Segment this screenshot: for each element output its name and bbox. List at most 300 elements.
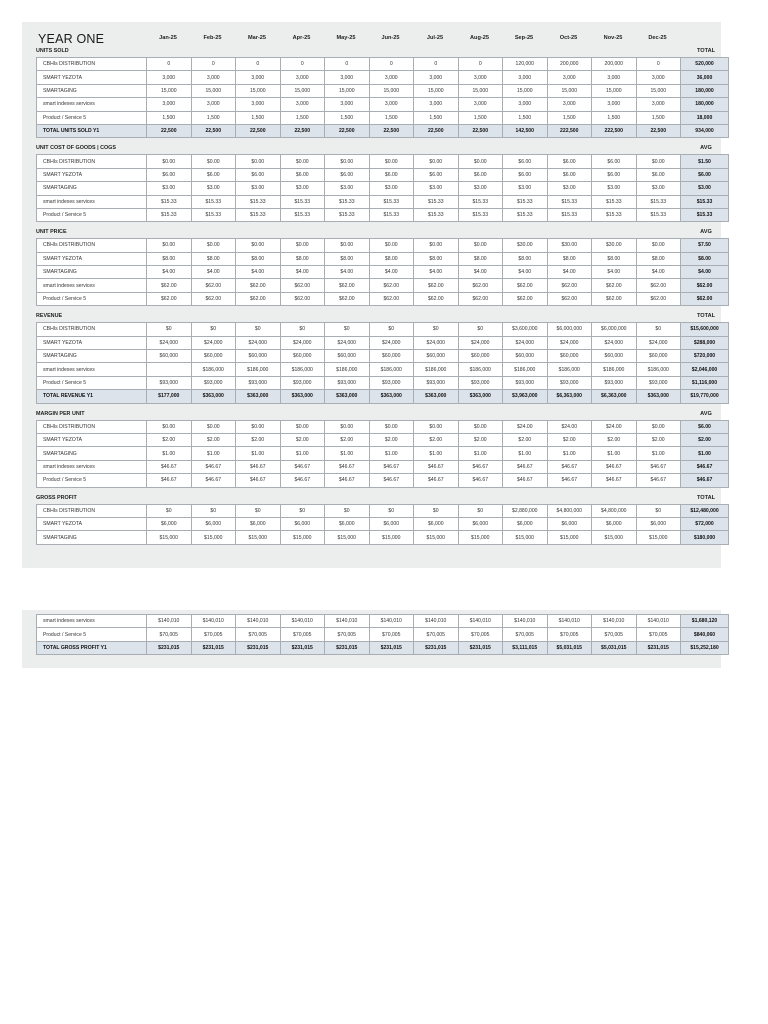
- value-cell[interactable]: 3,000: [147, 71, 192, 84]
- value-cell[interactable]: $3.00: [503, 182, 548, 195]
- value-cell[interactable]: $93,000: [236, 376, 281, 389]
- value-cell[interactable]: $1.00: [325, 447, 370, 460]
- value-cell[interactable]: $140,010: [636, 615, 681, 628]
- row-label[interactable]: SMART YEZOTA: [37, 433, 147, 446]
- value-cell[interactable]: $2.00: [369, 433, 414, 446]
- value-cell[interactable]: $93,000: [503, 376, 548, 389]
- value-cell[interactable]: 15,000: [369, 84, 414, 97]
- value-cell[interactable]: 0: [369, 58, 414, 71]
- value-cell[interactable]: $4.00: [547, 266, 592, 279]
- row-label[interactable]: smart indexes services: [37, 363, 147, 376]
- summary-cell[interactable]: $2.00: [681, 433, 729, 446]
- value-cell[interactable]: 15,000: [236, 84, 281, 97]
- value-cell[interactable]: $8.00: [458, 252, 503, 265]
- summary-cell[interactable]: $72,000: [681, 517, 729, 530]
- value-cell[interactable]: $0: [414, 504, 459, 517]
- value-cell[interactable]: $363,000: [636, 390, 681, 403]
- value-cell[interactable]: $231,015: [191, 641, 236, 654]
- summary-cell[interactable]: $15,600,000: [681, 323, 729, 336]
- summary-cell[interactable]: $15.33: [681, 208, 729, 221]
- value-cell[interactable]: 0: [414, 58, 459, 71]
- value-cell[interactable]: $15.33: [636, 195, 681, 208]
- value-cell[interactable]: 3,000: [414, 71, 459, 84]
- summary-cell[interactable]: $6.00: [681, 168, 729, 181]
- value-cell[interactable]: $93,000: [458, 376, 503, 389]
- summary-cell[interactable]: 520,000: [681, 58, 729, 71]
- summary-cell[interactable]: 180,000: [681, 98, 729, 111]
- value-cell[interactable]: $46.67: [280, 474, 325, 487]
- value-cell[interactable]: $93,000: [191, 376, 236, 389]
- value-cell[interactable]: $186,000: [414, 363, 459, 376]
- value-cell[interactable]: $6.00: [325, 168, 370, 181]
- value-cell[interactable]: $60,000: [236, 350, 281, 363]
- value-cell[interactable]: $70,005: [547, 628, 592, 641]
- row-label[interactable]: TOTAL UNITS SOLD Y1: [37, 124, 147, 137]
- value-cell[interactable]: $93,000: [547, 376, 592, 389]
- value-cell[interactable]: $62.00: [458, 292, 503, 305]
- value-cell[interactable]: $60,000: [458, 350, 503, 363]
- value-cell[interactable]: 3,000: [592, 71, 637, 84]
- summary-cell[interactable]: $46.67: [681, 460, 729, 473]
- value-cell[interactable]: $70,005: [592, 628, 637, 641]
- value-cell[interactable]: $140,010: [325, 615, 370, 628]
- value-cell[interactable]: $60,000: [325, 350, 370, 363]
- summary-cell[interactable]: $19,770,000: [681, 390, 729, 403]
- value-cell[interactable]: 15,000: [280, 84, 325, 97]
- value-cell[interactable]: $4.00: [636, 266, 681, 279]
- value-cell[interactable]: $231,015: [636, 641, 681, 654]
- summary-cell[interactable]: $15,252,180: [681, 641, 729, 654]
- value-cell[interactable]: $15.33: [636, 208, 681, 221]
- value-cell[interactable]: $363,000: [458, 390, 503, 403]
- summary-cell[interactable]: $15.33: [681, 195, 729, 208]
- value-cell[interactable]: $0.00: [325, 420, 370, 433]
- value-cell[interactable]: $5,031,015: [547, 641, 592, 654]
- value-cell[interactable]: 200,000: [547, 58, 592, 71]
- value-cell[interactable]: $6.00: [503, 155, 548, 168]
- value-cell[interactable]: $0.00: [280, 155, 325, 168]
- row-label[interactable]: CBHIs DISTRIBUTION: [37, 155, 147, 168]
- value-cell[interactable]: 22,500: [636, 124, 681, 137]
- value-cell[interactable]: 22,500: [191, 124, 236, 137]
- value-cell[interactable]: 3,000: [458, 71, 503, 84]
- value-cell[interactable]: $3.00: [236, 182, 281, 195]
- value-cell[interactable]: 1,500: [636, 111, 681, 124]
- value-cell[interactable]: $186,000: [636, 363, 681, 376]
- value-cell[interactable]: $70,005: [147, 628, 192, 641]
- value-cell[interactable]: $15.33: [191, 208, 236, 221]
- value-cell[interactable]: $24,000: [369, 336, 414, 349]
- row-label[interactable]: CBHIs DISTRIBUTION: [37, 58, 147, 71]
- value-cell[interactable]: $0: [414, 323, 459, 336]
- value-cell[interactable]: $62.00: [592, 279, 637, 292]
- row-label[interactable]: SMARTAGING: [37, 182, 147, 195]
- value-cell[interactable]: $0: [458, 504, 503, 517]
- value-cell[interactable]: $46.67: [147, 460, 192, 473]
- value-cell[interactable]: $140,010: [236, 615, 281, 628]
- value-cell[interactable]: $62.00: [147, 292, 192, 305]
- summary-cell[interactable]: $288,000: [681, 336, 729, 349]
- row-label[interactable]: SMART YEZOTA: [37, 168, 147, 181]
- value-cell[interactable]: $4.00: [592, 266, 637, 279]
- value-cell[interactable]: $2.00: [547, 433, 592, 446]
- value-cell[interactable]: 3,000: [147, 98, 192, 111]
- value-cell[interactable]: $0.00: [325, 239, 370, 252]
- value-cell[interactable]: 1,500: [592, 111, 637, 124]
- value-cell[interactable]: $8.00: [369, 252, 414, 265]
- value-cell[interactable]: $15,000: [369, 531, 414, 544]
- value-cell[interactable]: 15,000: [414, 84, 459, 97]
- value-cell[interactable]: $6.00: [414, 168, 459, 181]
- value-cell[interactable]: $30.00: [503, 239, 548, 252]
- summary-cell[interactable]: $62.00: [681, 292, 729, 305]
- value-cell[interactable]: 3,000: [503, 98, 548, 111]
- value-cell[interactable]: $62.00: [592, 292, 637, 305]
- value-cell[interactable]: $186,000: [280, 363, 325, 376]
- value-cell[interactable]: 1,500: [325, 111, 370, 124]
- value-cell[interactable]: $15,000: [236, 531, 281, 544]
- value-cell[interactable]: $46.67: [636, 474, 681, 487]
- value-cell[interactable]: 222,500: [547, 124, 592, 137]
- value-cell[interactable]: $4.00: [325, 266, 370, 279]
- value-cell[interactable]: $6,000,000: [592, 323, 637, 336]
- value-cell[interactable]: $5,031,015: [592, 641, 637, 654]
- value-cell[interactable]: 142,500: [503, 124, 548, 137]
- value-cell[interactable]: $4.00: [414, 266, 459, 279]
- value-cell[interactable]: 15,000: [458, 84, 503, 97]
- value-cell[interactable]: $46.67: [547, 474, 592, 487]
- value-cell[interactable]: 15,000: [147, 84, 192, 97]
- value-cell[interactable]: $15.33: [280, 195, 325, 208]
- value-cell[interactable]: $2.00: [592, 433, 637, 446]
- value-cell[interactable]: $363,000: [325, 390, 370, 403]
- value-cell[interactable]: $3.00: [325, 182, 370, 195]
- summary-cell[interactable]: $2,046,000: [681, 363, 729, 376]
- value-cell[interactable]: [147, 363, 192, 376]
- value-cell[interactable]: 0: [147, 58, 192, 71]
- row-label[interactable]: TOTAL GROSS PROFIT Y1: [37, 641, 147, 654]
- value-cell[interactable]: $0.00: [636, 239, 681, 252]
- value-cell[interactable]: 1,500: [191, 111, 236, 124]
- value-cell[interactable]: $8.00: [325, 252, 370, 265]
- summary-cell[interactable]: $840,060: [681, 628, 729, 641]
- summary-cell[interactable]: $3.00: [681, 182, 729, 195]
- value-cell[interactable]: $140,010: [592, 615, 637, 628]
- value-cell[interactable]: $46.67: [503, 474, 548, 487]
- value-cell[interactable]: $30.00: [592, 239, 637, 252]
- value-cell[interactable]: $0.00: [458, 155, 503, 168]
- value-cell[interactable]: $2.00: [191, 433, 236, 446]
- value-cell[interactable]: 0: [280, 58, 325, 71]
- value-cell[interactable]: $186,000: [503, 363, 548, 376]
- value-cell[interactable]: $60,000: [369, 350, 414, 363]
- value-cell[interactable]: 3,000: [636, 98, 681, 111]
- value-cell[interactable]: $15.33: [458, 208, 503, 221]
- value-cell[interactable]: $8.00: [191, 252, 236, 265]
- value-cell[interactable]: $15.33: [325, 195, 370, 208]
- value-cell[interactable]: $0.00: [280, 420, 325, 433]
- value-cell[interactable]: $24,000: [636, 336, 681, 349]
- value-cell[interactable]: $15.33: [191, 195, 236, 208]
- value-cell[interactable]: $46.67: [369, 460, 414, 473]
- value-cell[interactable]: $1.00: [147, 447, 192, 460]
- value-cell[interactable]: $0.00: [236, 239, 281, 252]
- row-label[interactable]: SMARTAGING: [37, 84, 147, 97]
- value-cell[interactable]: $8.00: [147, 252, 192, 265]
- value-cell[interactable]: $3.00: [547, 182, 592, 195]
- value-cell[interactable]: $15,000: [191, 531, 236, 544]
- value-cell[interactable]: $8.00: [503, 252, 548, 265]
- value-cell[interactable]: $60,000: [191, 350, 236, 363]
- summary-cell[interactable]: $12,480,000: [681, 504, 729, 517]
- value-cell[interactable]: $0: [325, 323, 370, 336]
- value-cell[interactable]: 22,500: [280, 124, 325, 137]
- value-cell[interactable]: $46.67: [458, 474, 503, 487]
- value-cell[interactable]: 0: [458, 58, 503, 71]
- value-cell[interactable]: $2.00: [503, 433, 548, 446]
- value-cell[interactable]: $140,010: [503, 615, 548, 628]
- value-cell[interactable]: 3,000: [191, 98, 236, 111]
- value-cell[interactable]: $46.67: [458, 460, 503, 473]
- value-cell[interactable]: 0: [191, 58, 236, 71]
- row-label[interactable]: smart indexes services: [37, 279, 147, 292]
- value-cell[interactable]: $231,015: [236, 641, 281, 654]
- value-cell[interactable]: $6,000: [191, 517, 236, 530]
- value-cell[interactable]: $62.00: [636, 292, 681, 305]
- value-cell[interactable]: $6.00: [191, 168, 236, 181]
- value-cell[interactable]: 0: [636, 58, 681, 71]
- value-cell[interactable]: $93,000: [636, 376, 681, 389]
- value-cell[interactable]: $62.00: [191, 279, 236, 292]
- value-cell[interactable]: $0.00: [147, 155, 192, 168]
- value-cell[interactable]: 3,000: [236, 98, 281, 111]
- value-cell[interactable]: $6,000: [147, 517, 192, 530]
- value-cell[interactable]: $2.00: [236, 433, 281, 446]
- value-cell[interactable]: $30.00: [547, 239, 592, 252]
- value-cell[interactable]: 3,000: [547, 71, 592, 84]
- row-label[interactable]: Product / Service 5: [37, 628, 147, 641]
- summary-cell[interactable]: $720,000: [681, 350, 729, 363]
- value-cell[interactable]: $15.33: [503, 208, 548, 221]
- value-cell[interactable]: $1.00: [592, 447, 637, 460]
- value-cell[interactable]: $3.00: [414, 182, 459, 195]
- value-cell[interactable]: $8.00: [236, 252, 281, 265]
- value-cell[interactable]: $1.00: [280, 447, 325, 460]
- value-cell[interactable]: $24.00: [592, 420, 637, 433]
- value-cell[interactable]: $15,000: [147, 531, 192, 544]
- value-cell[interactable]: $3.00: [458, 182, 503, 195]
- value-cell[interactable]: $1.00: [191, 447, 236, 460]
- value-cell[interactable]: $70,005: [414, 628, 459, 641]
- value-cell[interactable]: $140,010: [147, 615, 192, 628]
- value-cell[interactable]: $6,363,000: [592, 390, 637, 403]
- value-cell[interactable]: $15,000: [325, 531, 370, 544]
- value-cell[interactable]: $0: [236, 323, 281, 336]
- value-cell[interactable]: $15.33: [147, 208, 192, 221]
- value-cell[interactable]: $3.00: [636, 182, 681, 195]
- value-cell[interactable]: $70,005: [458, 628, 503, 641]
- value-cell[interactable]: $0: [636, 323, 681, 336]
- value-cell[interactable]: $0.00: [369, 155, 414, 168]
- row-label[interactable]: CBHIs DISTRIBUTION: [37, 420, 147, 433]
- value-cell[interactable]: $24,000: [280, 336, 325, 349]
- value-cell[interactable]: $363,000: [236, 390, 281, 403]
- value-cell[interactable]: 15,000: [191, 84, 236, 97]
- value-cell[interactable]: $24,000: [592, 336, 637, 349]
- value-cell[interactable]: $60,000: [636, 350, 681, 363]
- value-cell[interactable]: $24.00: [503, 420, 548, 433]
- value-cell[interactable]: $15.33: [369, 208, 414, 221]
- value-cell[interactable]: 1,500: [147, 111, 192, 124]
- value-cell[interactable]: 3,000: [414, 98, 459, 111]
- value-cell[interactable]: $8.00: [547, 252, 592, 265]
- value-cell[interactable]: $4.00: [236, 266, 281, 279]
- value-cell[interactable]: $62.00: [147, 279, 192, 292]
- summary-cell[interactable]: 18,000: [681, 111, 729, 124]
- value-cell[interactable]: $60,000: [503, 350, 548, 363]
- value-cell[interactable]: 1,500: [236, 111, 281, 124]
- value-cell[interactable]: $0.00: [414, 239, 459, 252]
- value-cell[interactable]: $15.33: [325, 208, 370, 221]
- value-cell[interactable]: $62.00: [414, 279, 459, 292]
- summary-cell[interactable]: $7.50: [681, 239, 729, 252]
- value-cell[interactable]: $0: [636, 504, 681, 517]
- value-cell[interactable]: $4.00: [147, 266, 192, 279]
- row-label[interactable]: SMARTAGING: [37, 447, 147, 460]
- value-cell[interactable]: $2.00: [147, 433, 192, 446]
- value-cell[interactable]: $46.67: [592, 460, 637, 473]
- summary-cell[interactable]: 934,000: [681, 124, 729, 137]
- value-cell[interactable]: $24,000: [236, 336, 281, 349]
- value-cell[interactable]: $363,000: [191, 390, 236, 403]
- value-cell[interactable]: $3,111,015: [503, 641, 548, 654]
- value-cell[interactable]: $6.00: [503, 168, 548, 181]
- row-label[interactable]: CBHIs DISTRIBUTION: [37, 504, 147, 517]
- value-cell[interactable]: $0: [280, 323, 325, 336]
- value-cell[interactable]: 1,500: [414, 111, 459, 124]
- value-cell[interactable]: $15.33: [458, 195, 503, 208]
- value-cell[interactable]: $0: [236, 504, 281, 517]
- value-cell[interactable]: $15.33: [236, 195, 281, 208]
- value-cell[interactable]: 3,000: [369, 71, 414, 84]
- value-cell[interactable]: $70,005: [369, 628, 414, 641]
- value-cell[interactable]: $231,015: [458, 641, 503, 654]
- row-label[interactable]: SMART YEZOTA: [37, 517, 147, 530]
- value-cell[interactable]: $363,000: [369, 390, 414, 403]
- value-cell[interactable]: $62.00: [369, 292, 414, 305]
- value-cell[interactable]: $6,363,000: [547, 390, 592, 403]
- value-cell[interactable]: $3.00: [191, 182, 236, 195]
- value-cell[interactable]: $6,000: [503, 517, 548, 530]
- value-cell[interactable]: 1,500: [503, 111, 548, 124]
- value-cell[interactable]: $46.67: [592, 474, 637, 487]
- value-cell[interactable]: $15.33: [414, 195, 459, 208]
- value-cell[interactable]: $6.00: [592, 155, 637, 168]
- value-cell[interactable]: $140,010: [369, 615, 414, 628]
- row-label[interactable]: Product / Service 5: [37, 292, 147, 305]
- row-label[interactable]: SMART YEZOTA: [37, 336, 147, 349]
- value-cell[interactable]: $62.00: [369, 279, 414, 292]
- value-cell[interactable]: $93,000: [147, 376, 192, 389]
- value-cell[interactable]: 3,000: [458, 98, 503, 111]
- value-cell[interactable]: 3,000: [191, 71, 236, 84]
- value-cell[interactable]: $0: [147, 504, 192, 517]
- value-cell[interactable]: $46.67: [191, 460, 236, 473]
- value-cell[interactable]: $0.00: [369, 239, 414, 252]
- value-cell[interactable]: $0.00: [325, 155, 370, 168]
- value-cell[interactable]: $6.00: [458, 168, 503, 181]
- value-cell[interactable]: $231,015: [414, 641, 459, 654]
- row-label[interactable]: SMART YEZOTA: [37, 252, 147, 265]
- value-cell[interactable]: $15.33: [592, 208, 637, 221]
- value-cell[interactable]: $24,000: [325, 336, 370, 349]
- summary-cell[interactable]: 180,000: [681, 84, 729, 97]
- value-cell[interactable]: $62.00: [191, 292, 236, 305]
- value-cell[interactable]: $62.00: [458, 279, 503, 292]
- value-cell[interactable]: $4.00: [191, 266, 236, 279]
- row-label[interactable]: smart indexes services: [37, 615, 147, 628]
- value-cell[interactable]: $8.00: [414, 252, 459, 265]
- value-cell[interactable]: $15.33: [236, 208, 281, 221]
- value-cell[interactable]: $15,000: [414, 531, 459, 544]
- value-cell[interactable]: 222,500: [592, 124, 637, 137]
- value-cell[interactable]: $0.00: [236, 155, 281, 168]
- value-cell[interactable]: $0.00: [369, 420, 414, 433]
- value-cell[interactable]: $231,015: [369, 641, 414, 654]
- value-cell[interactable]: $6.00: [147, 168, 192, 181]
- value-cell[interactable]: $6,000: [369, 517, 414, 530]
- value-cell[interactable]: $6,000: [458, 517, 503, 530]
- value-cell[interactable]: $0.00: [280, 239, 325, 252]
- value-cell[interactable]: $6.00: [547, 155, 592, 168]
- value-cell[interactable]: $93,000: [369, 376, 414, 389]
- value-cell[interactable]: $1.00: [414, 447, 459, 460]
- value-cell[interactable]: 15,000: [547, 84, 592, 97]
- value-cell[interactable]: $15,000: [592, 531, 637, 544]
- value-cell[interactable]: $8.00: [592, 252, 637, 265]
- value-cell[interactable]: $24,000: [191, 336, 236, 349]
- value-cell[interactable]: 3,000: [636, 71, 681, 84]
- value-cell[interactable]: $1.00: [369, 447, 414, 460]
- value-cell[interactable]: 120,000: [503, 58, 548, 71]
- value-cell[interactable]: 22,500: [458, 124, 503, 137]
- value-cell[interactable]: $46.67: [236, 474, 281, 487]
- value-cell[interactable]: $6,000: [325, 517, 370, 530]
- value-cell[interactable]: $62.00: [236, 279, 281, 292]
- value-cell[interactable]: $231,015: [325, 641, 370, 654]
- value-cell[interactable]: $6,000: [236, 517, 281, 530]
- value-cell[interactable]: $15,000: [636, 531, 681, 544]
- value-cell[interactable]: $24,000: [414, 336, 459, 349]
- value-cell[interactable]: $0.00: [191, 155, 236, 168]
- value-cell[interactable]: $4.00: [503, 266, 548, 279]
- value-cell[interactable]: $15,000: [547, 531, 592, 544]
- value-cell[interactable]: $0.00: [147, 239, 192, 252]
- value-cell[interactable]: $0: [147, 323, 192, 336]
- value-cell[interactable]: $0: [369, 323, 414, 336]
- value-cell[interactable]: $46.67: [414, 474, 459, 487]
- value-cell[interactable]: $24.00: [547, 420, 592, 433]
- value-cell[interactable]: $0.00: [191, 420, 236, 433]
- value-cell[interactable]: $3.00: [369, 182, 414, 195]
- value-cell[interactable]: 0: [325, 58, 370, 71]
- row-label[interactable]: SMARTAGING: [37, 350, 147, 363]
- value-cell[interactable]: 1,500: [280, 111, 325, 124]
- value-cell[interactable]: $0.00: [458, 239, 503, 252]
- row-label[interactable]: CBHIs DISTRIBUTION: [37, 239, 147, 252]
- value-cell[interactable]: $0.00: [191, 239, 236, 252]
- value-cell[interactable]: $2.00: [280, 433, 325, 446]
